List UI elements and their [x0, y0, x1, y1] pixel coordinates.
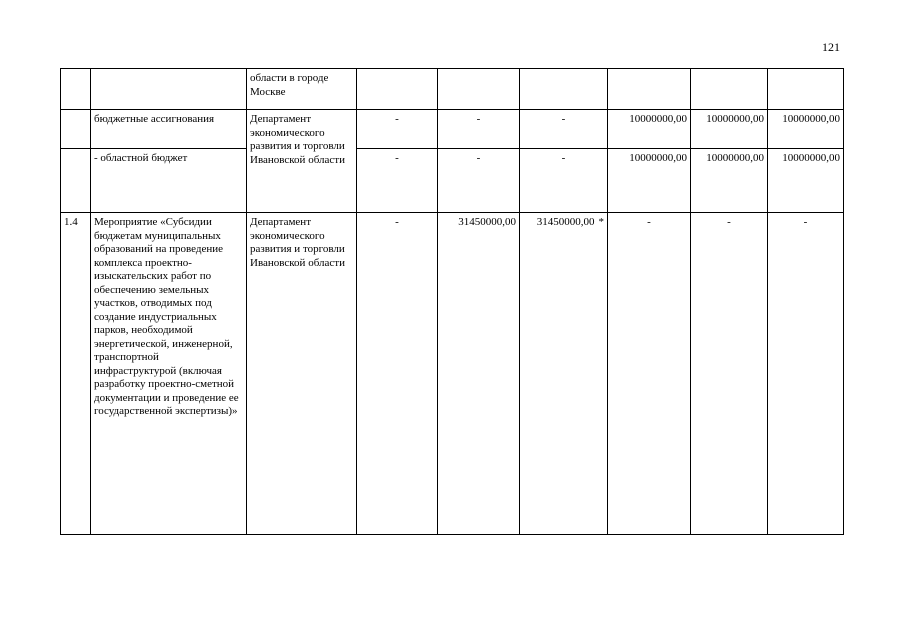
cell-num — [61, 149, 91, 213]
cell-value-4 — [608, 69, 691, 110]
table-row-top — [61, 69, 844, 110]
cell-value-3 — [520, 69, 608, 110]
cell-value-3 — [520, 213, 608, 535]
cell-num — [61, 69, 91, 110]
cell-name: бюджетные ассигнования — [91, 110, 247, 149]
table-row-budget — [61, 110, 844, 149]
cell-executor-tail: области в городе Москве — [247, 69, 357, 110]
cell-value-3: - — [520, 110, 608, 149]
cell-value-6 — [768, 69, 844, 110]
cell-value-5 — [691, 69, 768, 110]
cell-name — [91, 69, 247, 110]
cell-value-5: 10000000,00 — [691, 110, 768, 149]
cell-name: Мероприятие «Субсидии бюджетам муниципальных образований на проведение комплекса проектно-изыскательских работ по обеспечению земельных участков, отводимых под создание индустриальных парков, необходимой энергетической, инженерной, транспортной инфраструктурой (включая разработку проектно-сметной документации и проведение ее государственной экспертизы)» — [91, 213, 247, 535]
budget-table — [60, 68, 844, 535]
cell-value-2 — [438, 69, 520, 110]
cell-value-4: 10000000,00 — [608, 149, 691, 213]
cell-value-4: - — [608, 213, 691, 535]
cell-executor: Департамент экономического развития и торговли Ивановской области — [247, 213, 357, 535]
cell-num — [61, 110, 91, 149]
cell-value-1: - — [357, 110, 438, 149]
cell-value-4: 10000000,00 — [608, 110, 691, 149]
table-row-regional — [61, 149, 844, 213]
cell-name: - областной бюджет — [91, 149, 247, 213]
cell-value-6: 10000000,00 — [768, 149, 844, 213]
cell-value-2: - — [438, 110, 520, 149]
cell-value-1: - — [357, 213, 438, 535]
cell-executor: Департамент экономического развития и торговли Ивановской области — [247, 110, 357, 213]
cell-value-6: 10000000,00 — [768, 110, 844, 149]
cell-value-1: - — [357, 149, 438, 213]
footnote-mark: * — [598, 216, 604, 228]
cell-value-2: 31450000,00 — [438, 213, 520, 535]
cell-value-3: - — [520, 149, 608, 213]
cell-num: 1.4 — [61, 213, 91, 535]
cell-value-6: - — [768, 213, 844, 535]
cell-value-1 — [357, 69, 438, 110]
cell-value-5: 10000000,00 — [691, 149, 768, 213]
cell-value-3-amount: 31450000,00 — [536, 216, 595, 228]
cell-value-2: - — [438, 149, 520, 213]
page-number: 121 — [822, 40, 840, 54]
table-row-1-4 — [61, 213, 844, 535]
cell-value-5: - — [691, 213, 768, 535]
